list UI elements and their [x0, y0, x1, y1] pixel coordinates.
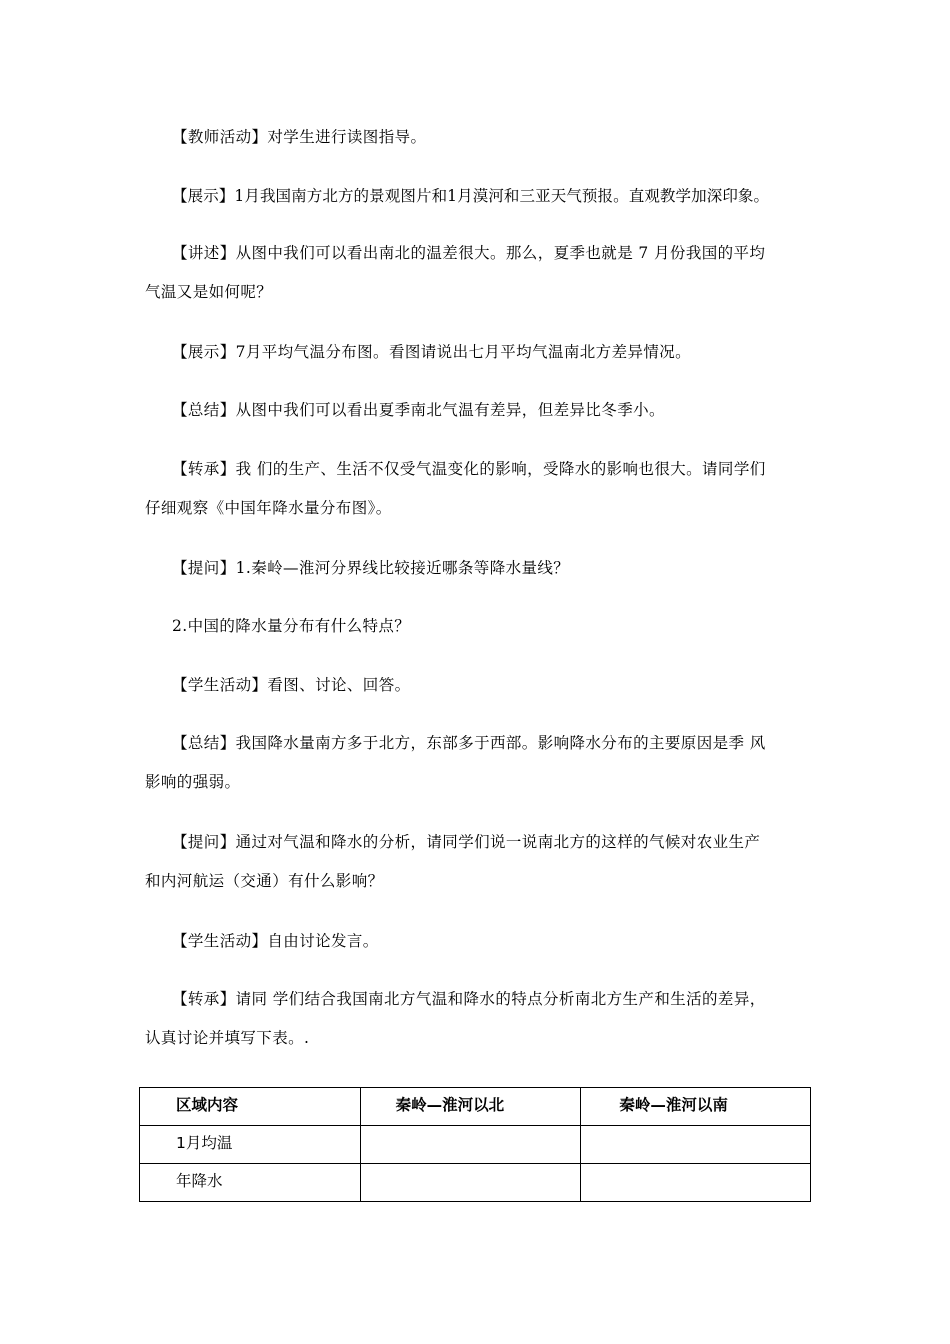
paragraph-line: 【教师活动】对学生进行读图指导。 — [172, 128, 427, 146]
table-header-cell: 秦岭—淮河以南 — [581, 1088, 811, 1126]
table-row — [140, 1164, 811, 1202]
table-cell — [581, 1164, 811, 1202]
table-cell: 年降水 — [140, 1164, 361, 1202]
paragraph-line: 【总结】我国降水量南方多于北方，东部多于西部。影响降水分布的主要原因是季 风 — [172, 734, 766, 752]
paragraph-line: 【学生活动】看图、讨论、回答。 — [172, 676, 411, 694]
paragraph-line: 2.中国的降水量分布有什么特点？ — [172, 617, 411, 635]
table-cell: 1月均温 — [140, 1126, 361, 1164]
table-cell — [581, 1126, 811, 1164]
paragraph-line: 【总结】从图中我们可以看出夏季南北气温有差异，但差异比冬季小。 — [172, 401, 665, 419]
paragraph-line: 和内河航运（交通）有什么影响？ — [145, 872, 384, 890]
paragraph-question-climate — [145, 823, 815, 901]
paragraph-line: 【讲述】从图中我们可以看出南北的温差很大。那么，夏季也就是 7 月份我国的平均 — [172, 244, 766, 262]
paragraph-show-january — [145, 177, 815, 216]
table-cell — [360, 1164, 581, 1202]
paragraph-question-1 — [145, 549, 815, 588]
paragraph-line: 【提问】通过对气温和降水的分析，请同学们说一说南北方的这样的气候对农业生产 — [172, 833, 761, 851]
table-header-cell: 区域内容 — [140, 1088, 361, 1126]
table-header-cell: 秦岭—淮河以北 — [360, 1088, 581, 1126]
table-cell — [360, 1126, 581, 1164]
paragraph-teacher-activity — [145, 118, 815, 157]
paragraph-student-activity-2 — [145, 922, 815, 961]
paragraph-summary-precipitation — [145, 724, 815, 802]
paragraph-line: 【提问】1.秦岭—淮河分界线比较接近哪条等降水量线？ — [172, 559, 570, 577]
table-header-row — [140, 1088, 811, 1126]
paragraph-line: 【转承】请同 学们结合我国南北方气温和降水的特点分析南北方生产和生活的差异， — [172, 990, 766, 1008]
paragraph-narration — [145, 234, 815, 312]
paragraph-line: 认真讨论并填写下表。. — [145, 1029, 310, 1047]
paragraph-line: 【展示】7月平均气温分布图。看图请说出七月平均气温南北方差异情况。 — [172, 343, 692, 361]
paragraph-summary-temperature — [145, 391, 815, 430]
paragraph-line: 【学生活动】自由讨论发言。 — [172, 932, 379, 950]
paragraph-show-july — [145, 333, 815, 372]
paragraph-line: 仔细观察《中国年降水量分布图》。 — [145, 499, 392, 517]
paragraph-transition-table — [145, 980, 815, 1058]
paragraph-line: 【转承】我 们的生产、生活不仅受气温变化的影响，受降水的影响也很大。请同学们 — [172, 460, 766, 478]
paragraph-transition-precipitation — [145, 450, 815, 528]
paragraph-line: 气温又是如何呢？ — [145, 283, 273, 301]
paragraph-question-2 — [145, 607, 815, 646]
paragraph-line: 影响的强弱。 — [145, 773, 241, 791]
table-row — [140, 1126, 811, 1164]
paragraph-student-activity-1 — [145, 666, 815, 705]
paragraph-line: 【展示】1月我国南方北方的景观图片和1月漠河和三亚天气预报。直观教学加深印象。 — [172, 187, 770, 205]
comparison-table — [139, 1087, 811, 1202]
